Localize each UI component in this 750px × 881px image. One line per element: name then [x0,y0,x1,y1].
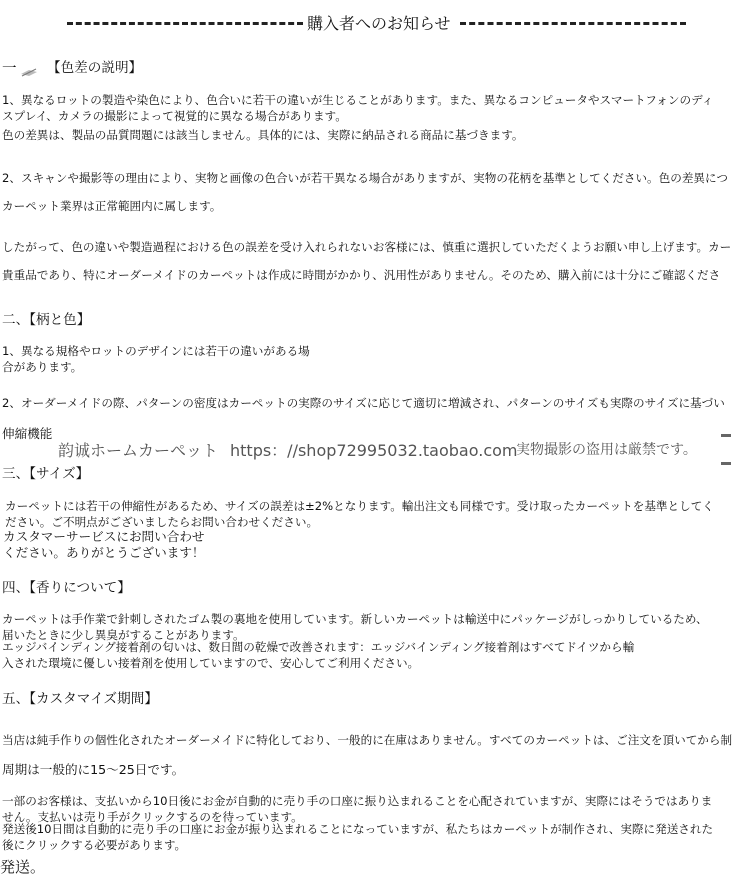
flag-icon [20,67,38,77]
s3-p2b: ください。ありがとうございます！ [3,545,205,560]
title-dash-right [460,22,686,25]
s5-p3c: 発送後10日間は自動的に売り手の口座にお金が振り込まれることになっていますが、私たちはカーペットが制作され、実際に発送された [2,822,714,836]
section1-heading: 【色差の説明】 [47,60,143,76]
s4-p1a: カーペットは手作業で針刺しされたゴム製の裏地を使用しています。新しいカーペットは輸送中にパッケージがしっかりしているため、 [2,612,708,626]
s1-p2a: 2、スキャンや撮影等の理由により、実物と画像の色合いが若干異なる場合がありますが、実物の花柄を基準としてください。色の差異につ [2,171,728,185]
s3-p1a: カーペットには若干の伸縮性があるため、サイズの誤差は±2%となります。輸出注文も同様です。受け取ったカーペットを基準としてく [5,499,714,513]
s1-p1b: スプレイ、カメラの撮影によって視覚的に異なる場合があります。 [2,109,347,123]
s4-p1b: 届いたときに少し異臭がすることがあります。 [2,628,245,642]
notice-title-row [0,10,750,36]
watermark-url: https：//shop72995032.taobao.com [230,441,518,460]
s5-p1: 当店は純手作りの個性化されたオーダーメイドに特化しており、一般的に在庫はありません。すべてのカーペットは、ご注文を頂いてから制 [2,733,733,747]
s4-p1c: エッジバインディング接着剤の匂いは、数日間の乾燥で改善されます：エッジバインディング接着剤はすべてドイツから輸 [2,640,635,654]
s2-stretch-label: 伸縮機能 [2,426,53,441]
s3-p1b: ださい。ご不明点がございましたらお問い合わせください。 [5,515,319,529]
section5-heading: 五、【カスタマイズ期間】 [2,691,158,707]
s1-p1a: 1、異なるロットの製造や染色により、色合いに若干の違いが生じることがあります。また、異なるコンピュータやスマートフォンのディ [2,93,714,107]
watermark-shop: 韵诚ホームカーペット [58,441,219,460]
watermark-notice: 実物撮影の盗用は厳禁です。 [516,442,697,458]
title-dash-left [67,22,303,25]
section2-heading: 二、【柄と色】 [2,312,91,328]
corner-mark [721,434,731,437]
s5-p3b: せん。支払いは売り手がクリックするのを待っています。 [2,810,303,824]
s4-p1d: 入された環境に優しい接着剤を使用していますので、安心してご利用ください。 [2,656,420,670]
s1-p1c: 色の差異は、製品の品質問題には該当しません。具体的には、実際に納品される商品に基づきます。 [2,128,524,142]
corner-mark [721,462,731,465]
s5-p4: 発送。 [0,858,46,876]
s2-p1b: 合があります。 [2,360,83,374]
s5-p3a: 一部のお客様は、支払いから10日後にお金が自動的に売り手の口座に振り込まれることを心配されていますが、実際にはそうではありま [2,794,713,808]
s2-p2: 2、オーダーメイドの際、パターンの密度はカーペットの実際のサイズに応じて適切に増減され、パターンのサイズも実際のサイズに基づい [2,396,725,410]
s3-p2a: カスタマーサービスにお問い合わせ [3,529,205,544]
section1-prefix: 一 [2,60,17,77]
s1-p3a: したがって、色の違いや製造過程における色の誤差を受け入れられないお客様には、慎重に選択していただくようお願い申し上げます。カー [2,240,732,254]
s1-p3b: 貴重品であり、特にオーダーメイドのカーペットは作成に時間がかかり、汎用性がありません。そのため、購入前には十分にご確認くださ [2,268,721,282]
section4-heading: 四、【香りについて】 [2,580,131,596]
s2-p1a: 1、異なる規格やロットのデザインには若干の違いがある場 [2,344,310,358]
page-title: 購入者へのお知らせ [303,11,455,34]
s5-p3d: 後にクリックする必要があります。 [2,838,187,852]
section3-heading: 三、【サイズ】 [2,466,90,482]
s5-p2: 周期は一般的に15～25日です。 [2,762,185,777]
s1-p2b: カーペット業界は正常範囲内に属します。 [2,199,222,213]
